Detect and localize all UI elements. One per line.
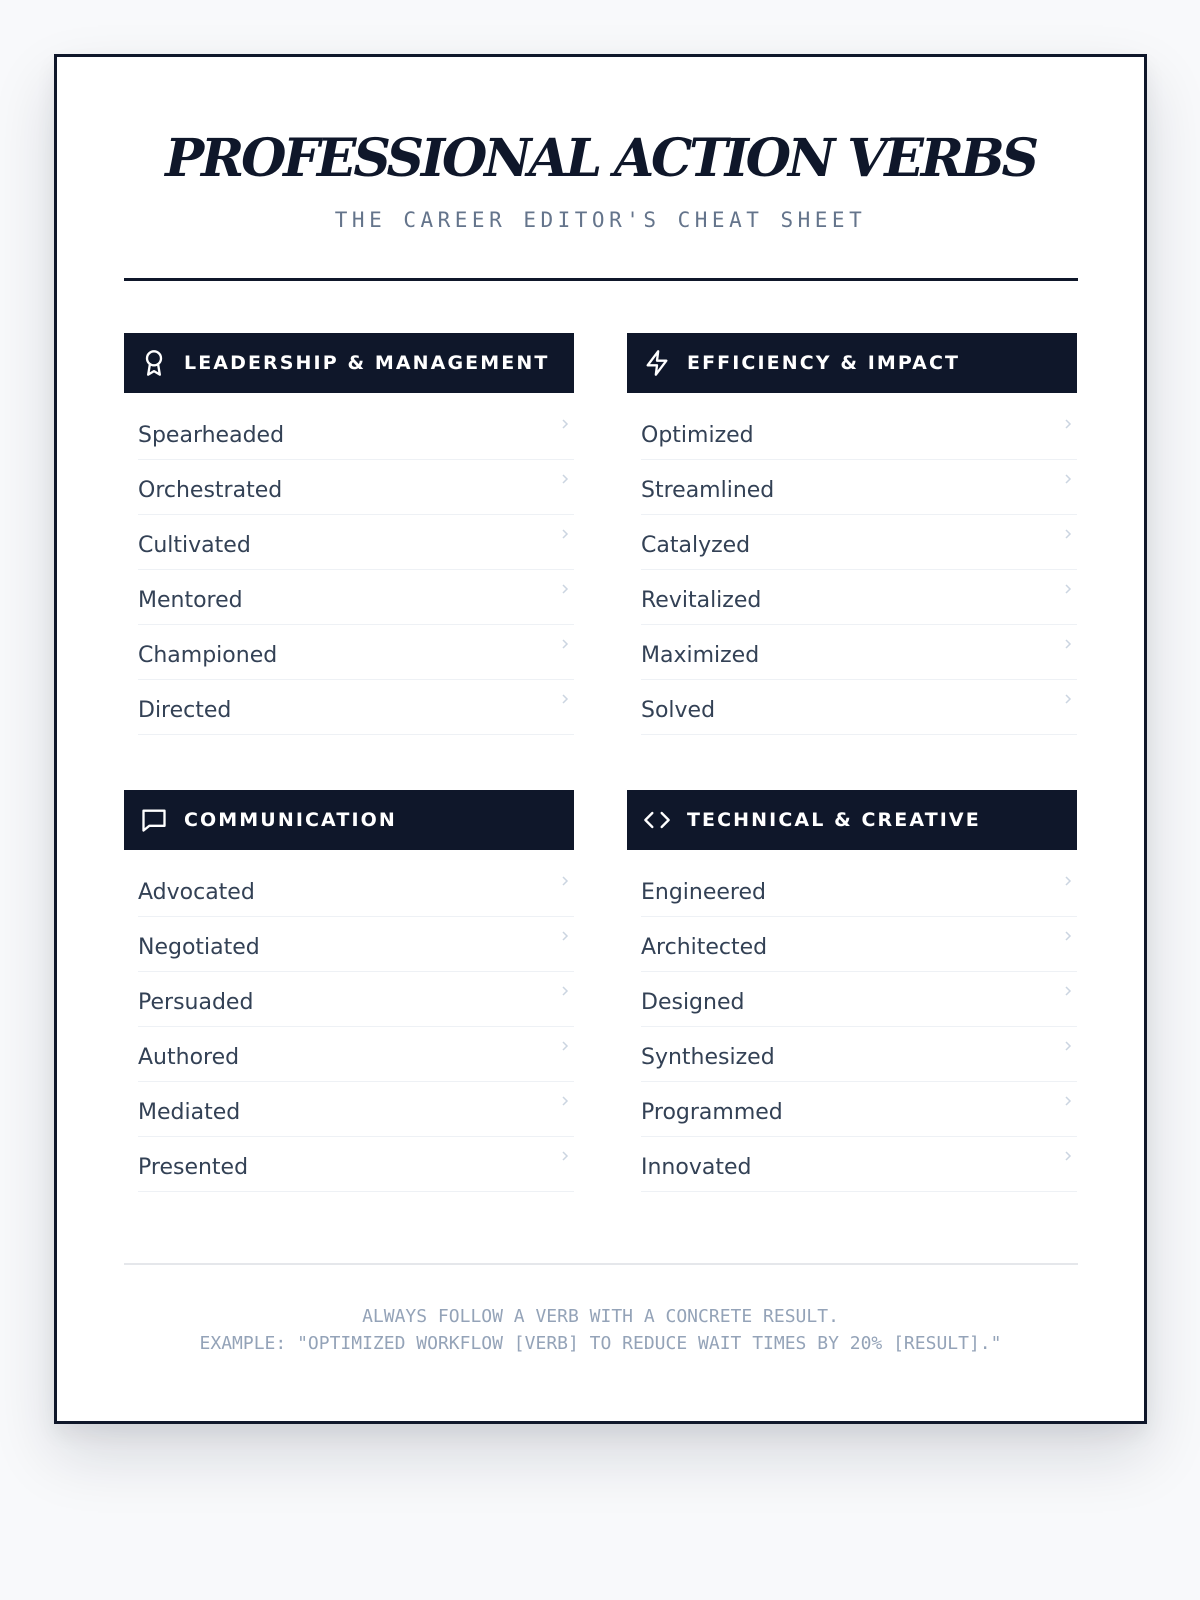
verb-text: Spearheaded [138,422,285,448]
section-efficiency [627,333,1077,735]
verb-text: Synthesized [641,1044,775,1070]
verb-text: Solved [641,697,716,723]
chevron-right-icon [1063,1149,1073,1163]
chevron-right-icon [560,527,570,541]
footer-note [57,1303,1144,1357]
chevron-right-icon [560,1039,570,1053]
verb-text: Advocated [138,879,255,905]
chevron-right-icon [1063,472,1073,486]
verb-text: Directed [138,697,232,723]
chevron-right-icon [1063,582,1073,596]
verb-item[interactable] [138,625,574,680]
chevron-right-icon [1063,637,1073,651]
chevron-right-icon [1063,1094,1073,1108]
verb-item[interactable] [641,680,1077,735]
verb-list [641,405,1077,735]
verb-item[interactable] [641,1082,1077,1137]
verb-item[interactable] [641,570,1077,625]
verb-item[interactable] [641,862,1077,917]
footer-line-1: ALWAYS FOLLOW A VERB WITH A CONCRETE RESULT. [362,1306,839,1327]
section-title: COMMUNICATION [184,809,397,831]
speech-bubble-icon [140,806,168,834]
verb-item[interactable] [138,680,574,735]
section-leadership [124,333,574,735]
code-brackets-icon [643,806,671,834]
verb-text: Designed [641,989,745,1015]
verb-list [138,862,574,1192]
lightning-bolt-icon [643,349,671,377]
footer-divider [124,1263,1078,1265]
verb-text: Revitalized [641,587,762,613]
verb-item[interactable] [138,917,574,972]
chevron-right-icon [560,1094,570,1108]
verb-item[interactable] [138,405,574,460]
verb-item[interactable] [138,1027,574,1082]
verb-item[interactable] [641,917,1077,972]
chevron-right-icon [1063,929,1073,943]
section-title: LEADERSHIP & MANAGEMENT [184,352,550,374]
award-ribbon-icon [140,349,168,377]
verb-text: Negotiated [138,934,260,960]
chevron-right-icon [1063,1039,1073,1053]
verb-text: Architected [641,934,768,960]
header-divider [124,278,1078,281]
verb-text: Presented [138,1154,249,1180]
verb-item[interactable] [641,1027,1077,1082]
section-header [627,333,1077,393]
chevron-right-icon [1063,874,1073,888]
chevron-right-icon [560,637,570,651]
chevron-right-icon [1063,417,1073,431]
chevron-right-icon [560,929,570,943]
section-technical [627,790,1077,1192]
verb-item[interactable] [641,460,1077,515]
section-header [124,790,574,850]
verb-item[interactable] [138,862,574,917]
verb-text: Maximized [641,642,760,668]
page-subtitle: THE CAREER EDITOR'S CHEAT SHEET [334,208,867,232]
section-header [627,790,1077,850]
section-header [124,333,574,393]
chevron-right-icon [560,692,570,706]
verb-text: Orchestrated [138,477,283,503]
verb-text: Mediated [138,1099,241,1125]
cheat-sheet-card [54,54,1147,1424]
verb-list [641,862,1077,1192]
verb-item[interactable] [138,515,574,570]
verb-text: Catalyzed [641,532,751,558]
verb-item[interactable] [641,1137,1077,1192]
verb-text: Championed [138,642,278,668]
chevron-right-icon [560,417,570,431]
verb-text: Programmed [641,1099,783,1125]
section-title: TECHNICAL & CREATIVE [687,809,981,831]
verb-text: Optimized [641,422,754,448]
verb-text: Engineered [641,879,766,905]
chevron-right-icon [560,582,570,596]
verb-item[interactable] [138,460,574,515]
verb-text: Authored [138,1044,240,1070]
chevron-right-icon [560,472,570,486]
chevron-right-icon [560,984,570,998]
section-title: EFFICIENCY & IMPACT [687,352,961,374]
chevron-right-icon [1063,692,1073,706]
chevron-right-icon [1063,527,1073,541]
verb-text: Streamlined [641,477,775,503]
verb-item[interactable] [641,972,1077,1027]
verb-item[interactable] [641,625,1077,680]
chevron-right-icon [1063,984,1073,998]
verb-item[interactable] [138,1137,574,1192]
verb-item[interactable] [641,515,1077,570]
verb-item[interactable] [138,1082,574,1137]
footer-line-2: EXAMPLE: "OPTIMIZED WORKFLOW [VERB] TO REDUCE WAIT TIMES BY 20% [RESULT]." [199,1333,1002,1354]
verb-text: Mentored [138,587,243,613]
chevron-right-icon [560,874,570,888]
verb-list [138,405,574,735]
verb-item[interactable] [641,405,1077,460]
verb-item[interactable] [138,570,574,625]
verb-text: Persuaded [138,989,254,1015]
verb-text: Innovated [641,1154,752,1180]
chevron-right-icon [560,1149,570,1163]
page-title: PROFESSIONAL ACTION VERBS [165,128,1036,189]
section-communication [124,790,574,1192]
verb-text: Cultivated [138,532,251,558]
verb-item[interactable] [138,972,574,1027]
